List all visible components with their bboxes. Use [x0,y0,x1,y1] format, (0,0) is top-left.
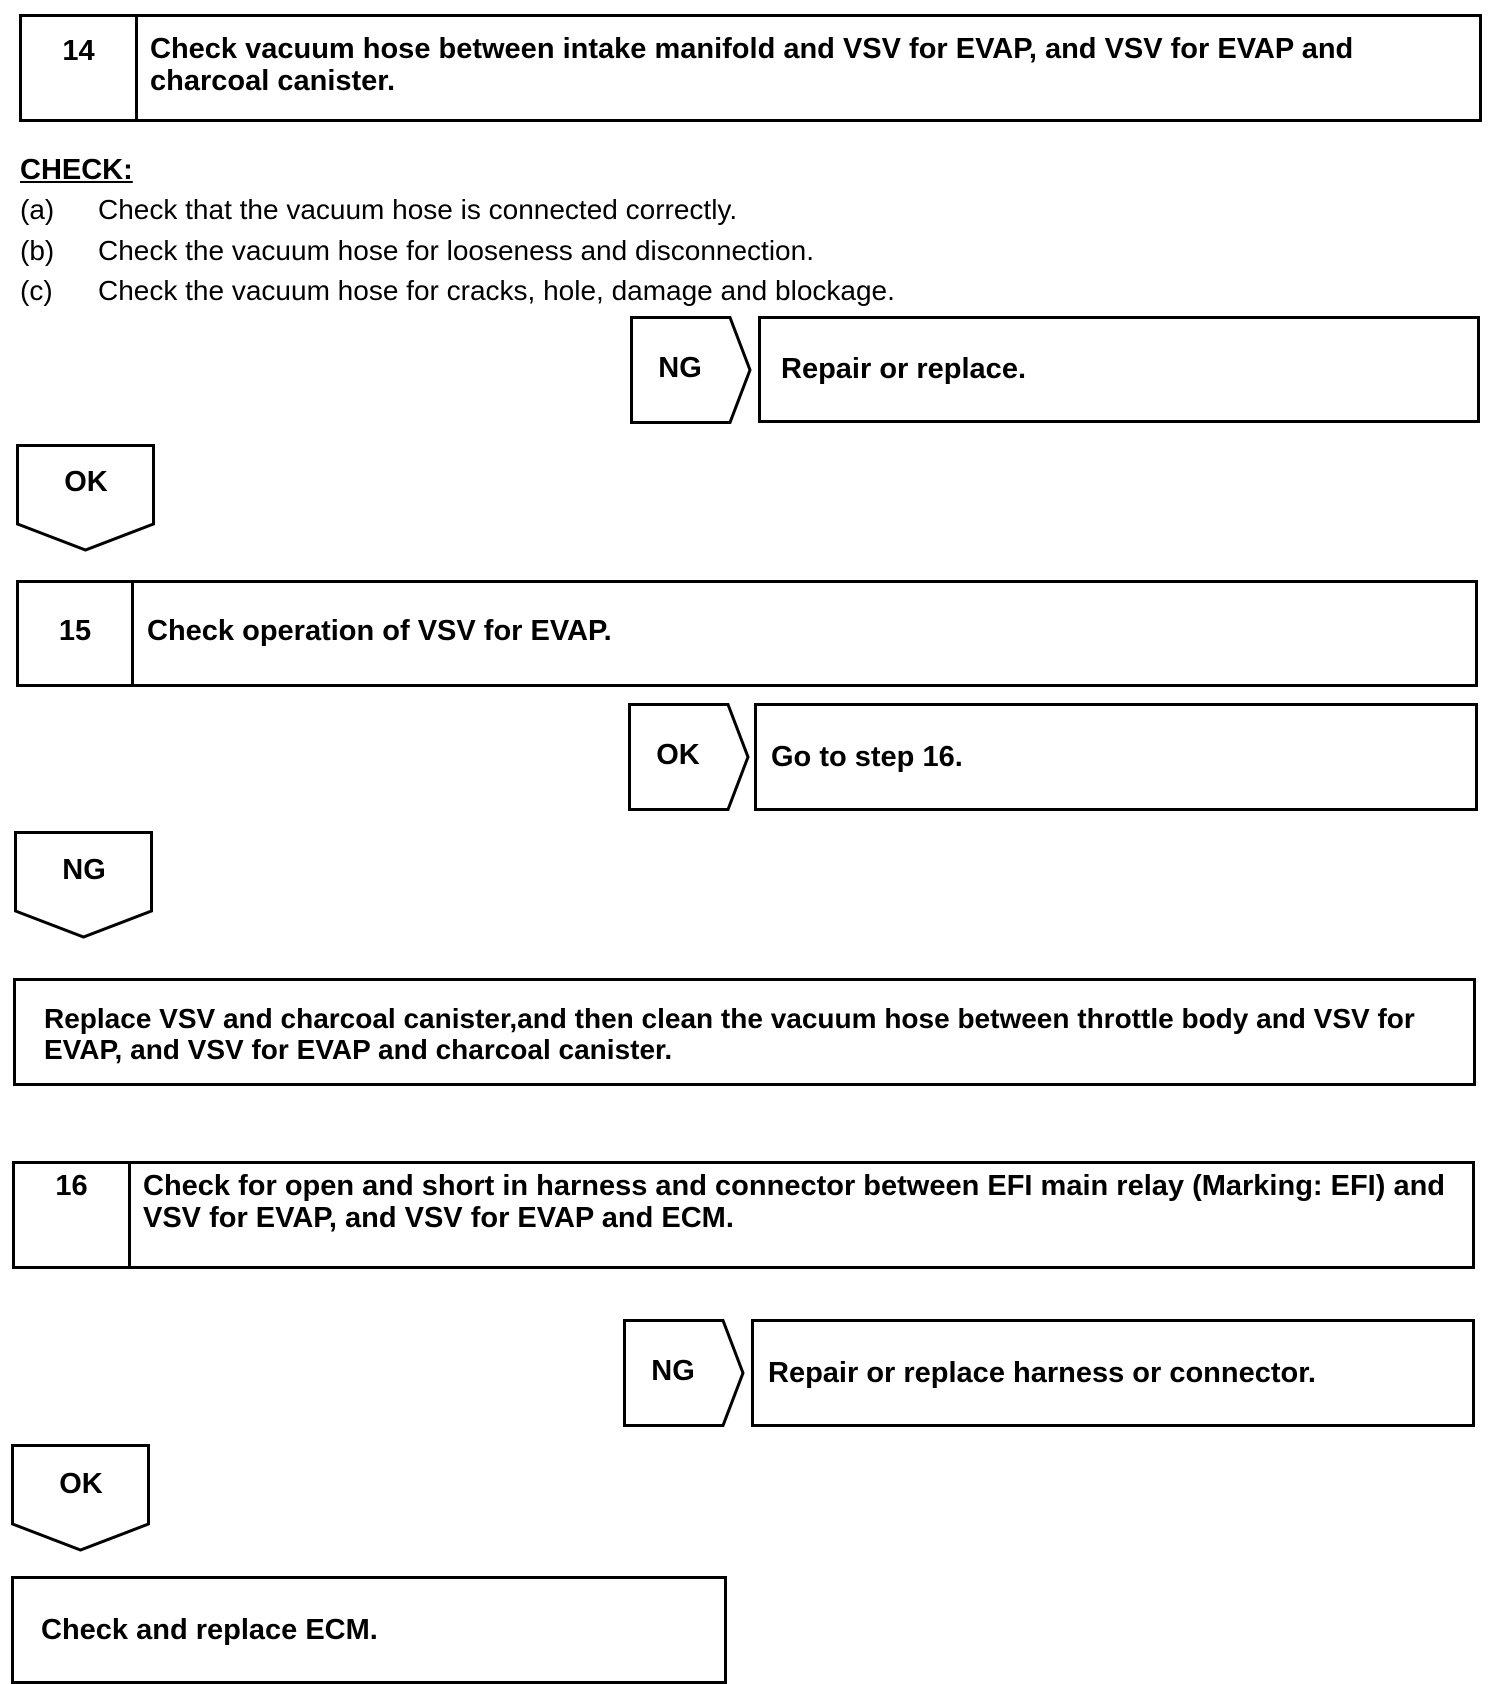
check-item-label: (b) [20,235,55,266]
result-box: Go to step 16. [754,703,1478,811]
result-box: Check and replace ECM. [11,1576,727,1684]
check-item-label: (c) [20,275,53,306]
result-box: Replace VSV and charcoal canister,and then clean the vacuum hose between throttle body and VSV for EVAP, and VSV for EVAP and charcoal canister. [13,978,1476,1086]
branch-label-ok: OK [59,1468,103,1500]
step-number: 16 [15,1164,131,1266]
check-item-label: (a) [20,194,55,225]
step-15-box [16,580,1478,687]
branch-label-ok: OK [64,466,108,498]
step-title: Check operation of VSV for EVAP. [147,615,612,647]
check-item-text: Check the vacuum hose for cracks, hole, damage and blockage. [98,275,895,306]
check-item-text: Check that the vacuum hose is connected correctly. [98,194,738,225]
branch-label-ng: NG [658,352,702,384]
step-number: 15 [19,583,134,684]
result-box: Repair or replace. [758,316,1480,423]
step-14-box [19,14,1482,122]
branch-label-ok: OK [656,739,700,771]
step-title: Check for open and short in harness and connector between EFI main relay (Marking: EFI) and VSV for EVAP, and VSV for EVAP and ECM. [143,1170,1446,1234]
step-16-box [12,1161,1475,1269]
step-number: 14 [22,17,138,119]
result-box: Repair or replace harness or connector. [751,1319,1475,1427]
check-item-text: Check the vacuum hose for looseness and disconnection. [98,235,814,266]
check-heading: CHECK: [20,154,133,186]
branch-label-ng: NG [62,854,106,886]
step-title: Check vacuum hose between intake manifold and VSV for EVAP, and VSV for EVAP and charcoal canister. [150,33,1354,97]
branch-label-ng: NG [651,1355,695,1387]
